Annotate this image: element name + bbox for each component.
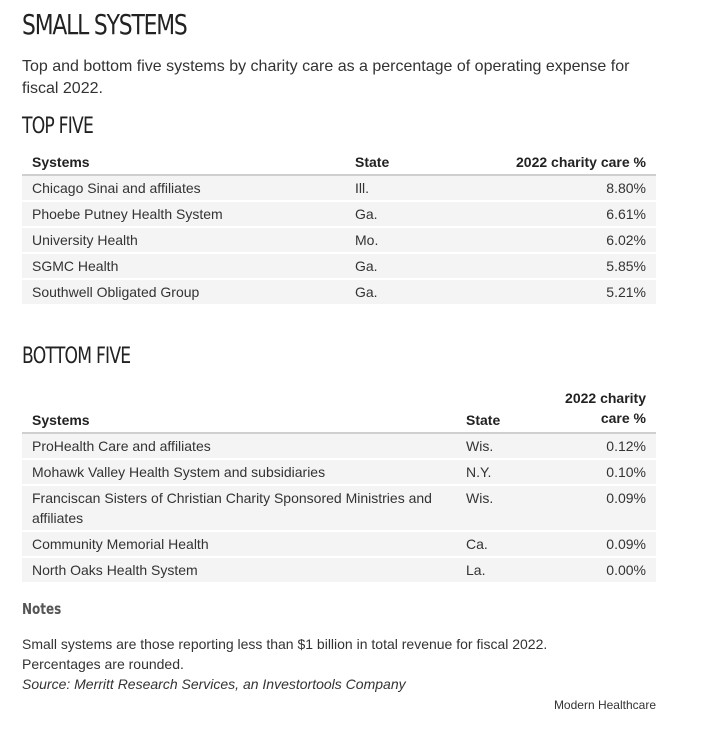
system-name: Franciscan Sisters of Christian Charity Sponsored Ministries and affiliates — [22, 485, 456, 531]
table-header-row — [22, 384, 656, 433]
table-row — [22, 253, 656, 279]
state: Wis. — [456, 433, 526, 459]
notes-heading: Notes — [22, 600, 62, 618]
state: Mo. — [345, 227, 465, 253]
column-header-charity-care: 2022 charity care % — [465, 150, 656, 175]
charity-care-percent: 6.61% — [465, 201, 656, 227]
charity-care-percent: 0.00% — [526, 557, 656, 583]
column-header-systems: Systems — [22, 150, 345, 175]
column-header-systems: Systems — [22, 384, 456, 433]
bottom-five-heading: BOTTOM FIVE — [22, 344, 131, 369]
publisher-credit: Modern Healthcare — [553, 698, 656, 712]
charity-care-percent: 5.85% — [465, 253, 656, 279]
charity-care-percent: 5.21% — [465, 279, 656, 305]
state: Ga. — [345, 279, 465, 305]
note-line: Small systems are those reporting less than $1 billion in total revenue for fiscal 2022. — [22, 636, 548, 652]
page-subtitle: Top and bottom five systems by charity care as a percentage of operating expense for fiscal 2022. — [22, 58, 630, 97]
state: N.Y. — [456, 459, 526, 485]
system-name: ProHealth Care and affiliates — [22, 433, 456, 459]
charity-care-percent: 6.02% — [465, 227, 656, 253]
table-row — [22, 227, 656, 253]
table-header-row — [22, 150, 656, 175]
charity-care-percent: 0.09% — [526, 531, 656, 557]
table-row — [22, 201, 656, 227]
table-row — [22, 459, 656, 485]
top-five-table — [22, 150, 656, 306]
table-row — [22, 175, 656, 201]
table-row — [22, 557, 656, 583]
system-name: North Oaks Health System — [22, 557, 456, 583]
system-name: Community Memorial Health — [22, 531, 456, 557]
system-name: Mohawk Valley Health System and subsidiaries — [22, 459, 456, 485]
table-row — [22, 433, 656, 459]
charity-care-percent: 0.10% — [526, 459, 656, 485]
charity-care-percent: 0.12% — [526, 433, 656, 459]
state: Wis. — [456, 485, 526, 531]
state: Ga. — [345, 253, 465, 279]
table-row — [22, 279, 656, 305]
charity-care-percent: 0.09% — [526, 485, 656, 531]
system-name: Southwell Obligated Group — [22, 279, 345, 305]
column-header-state: State — [345, 150, 465, 175]
system-name: University Health — [22, 227, 345, 253]
state: Ill. — [345, 175, 465, 201]
state: La. — [456, 557, 526, 583]
column-header-charity-care: 2022 charity care % — [526, 384, 656, 433]
system-name: Chicago Sinai and affiliates — [22, 175, 345, 201]
top-five-heading: TOP FIVE — [22, 114, 94, 139]
charity-care-percent: 8.80% — [465, 175, 656, 201]
table-row — [22, 485, 656, 531]
note-line: Percentages are rounded. — [22, 656, 184, 672]
table-row — [22, 531, 656, 557]
page-title: SMALL SYSTEMS — [22, 8, 187, 41]
state: Ca. — [456, 531, 526, 557]
bottom-five-table — [22, 384, 656, 584]
column-header-state: State — [456, 384, 526, 433]
system-name: Phoebe Putney Health System — [22, 201, 345, 227]
source-note: Source: Merritt Research Services, an Investortools Company — [22, 676, 406, 692]
state: Ga. — [345, 201, 465, 227]
system-name: SGMC Health — [22, 253, 345, 279]
